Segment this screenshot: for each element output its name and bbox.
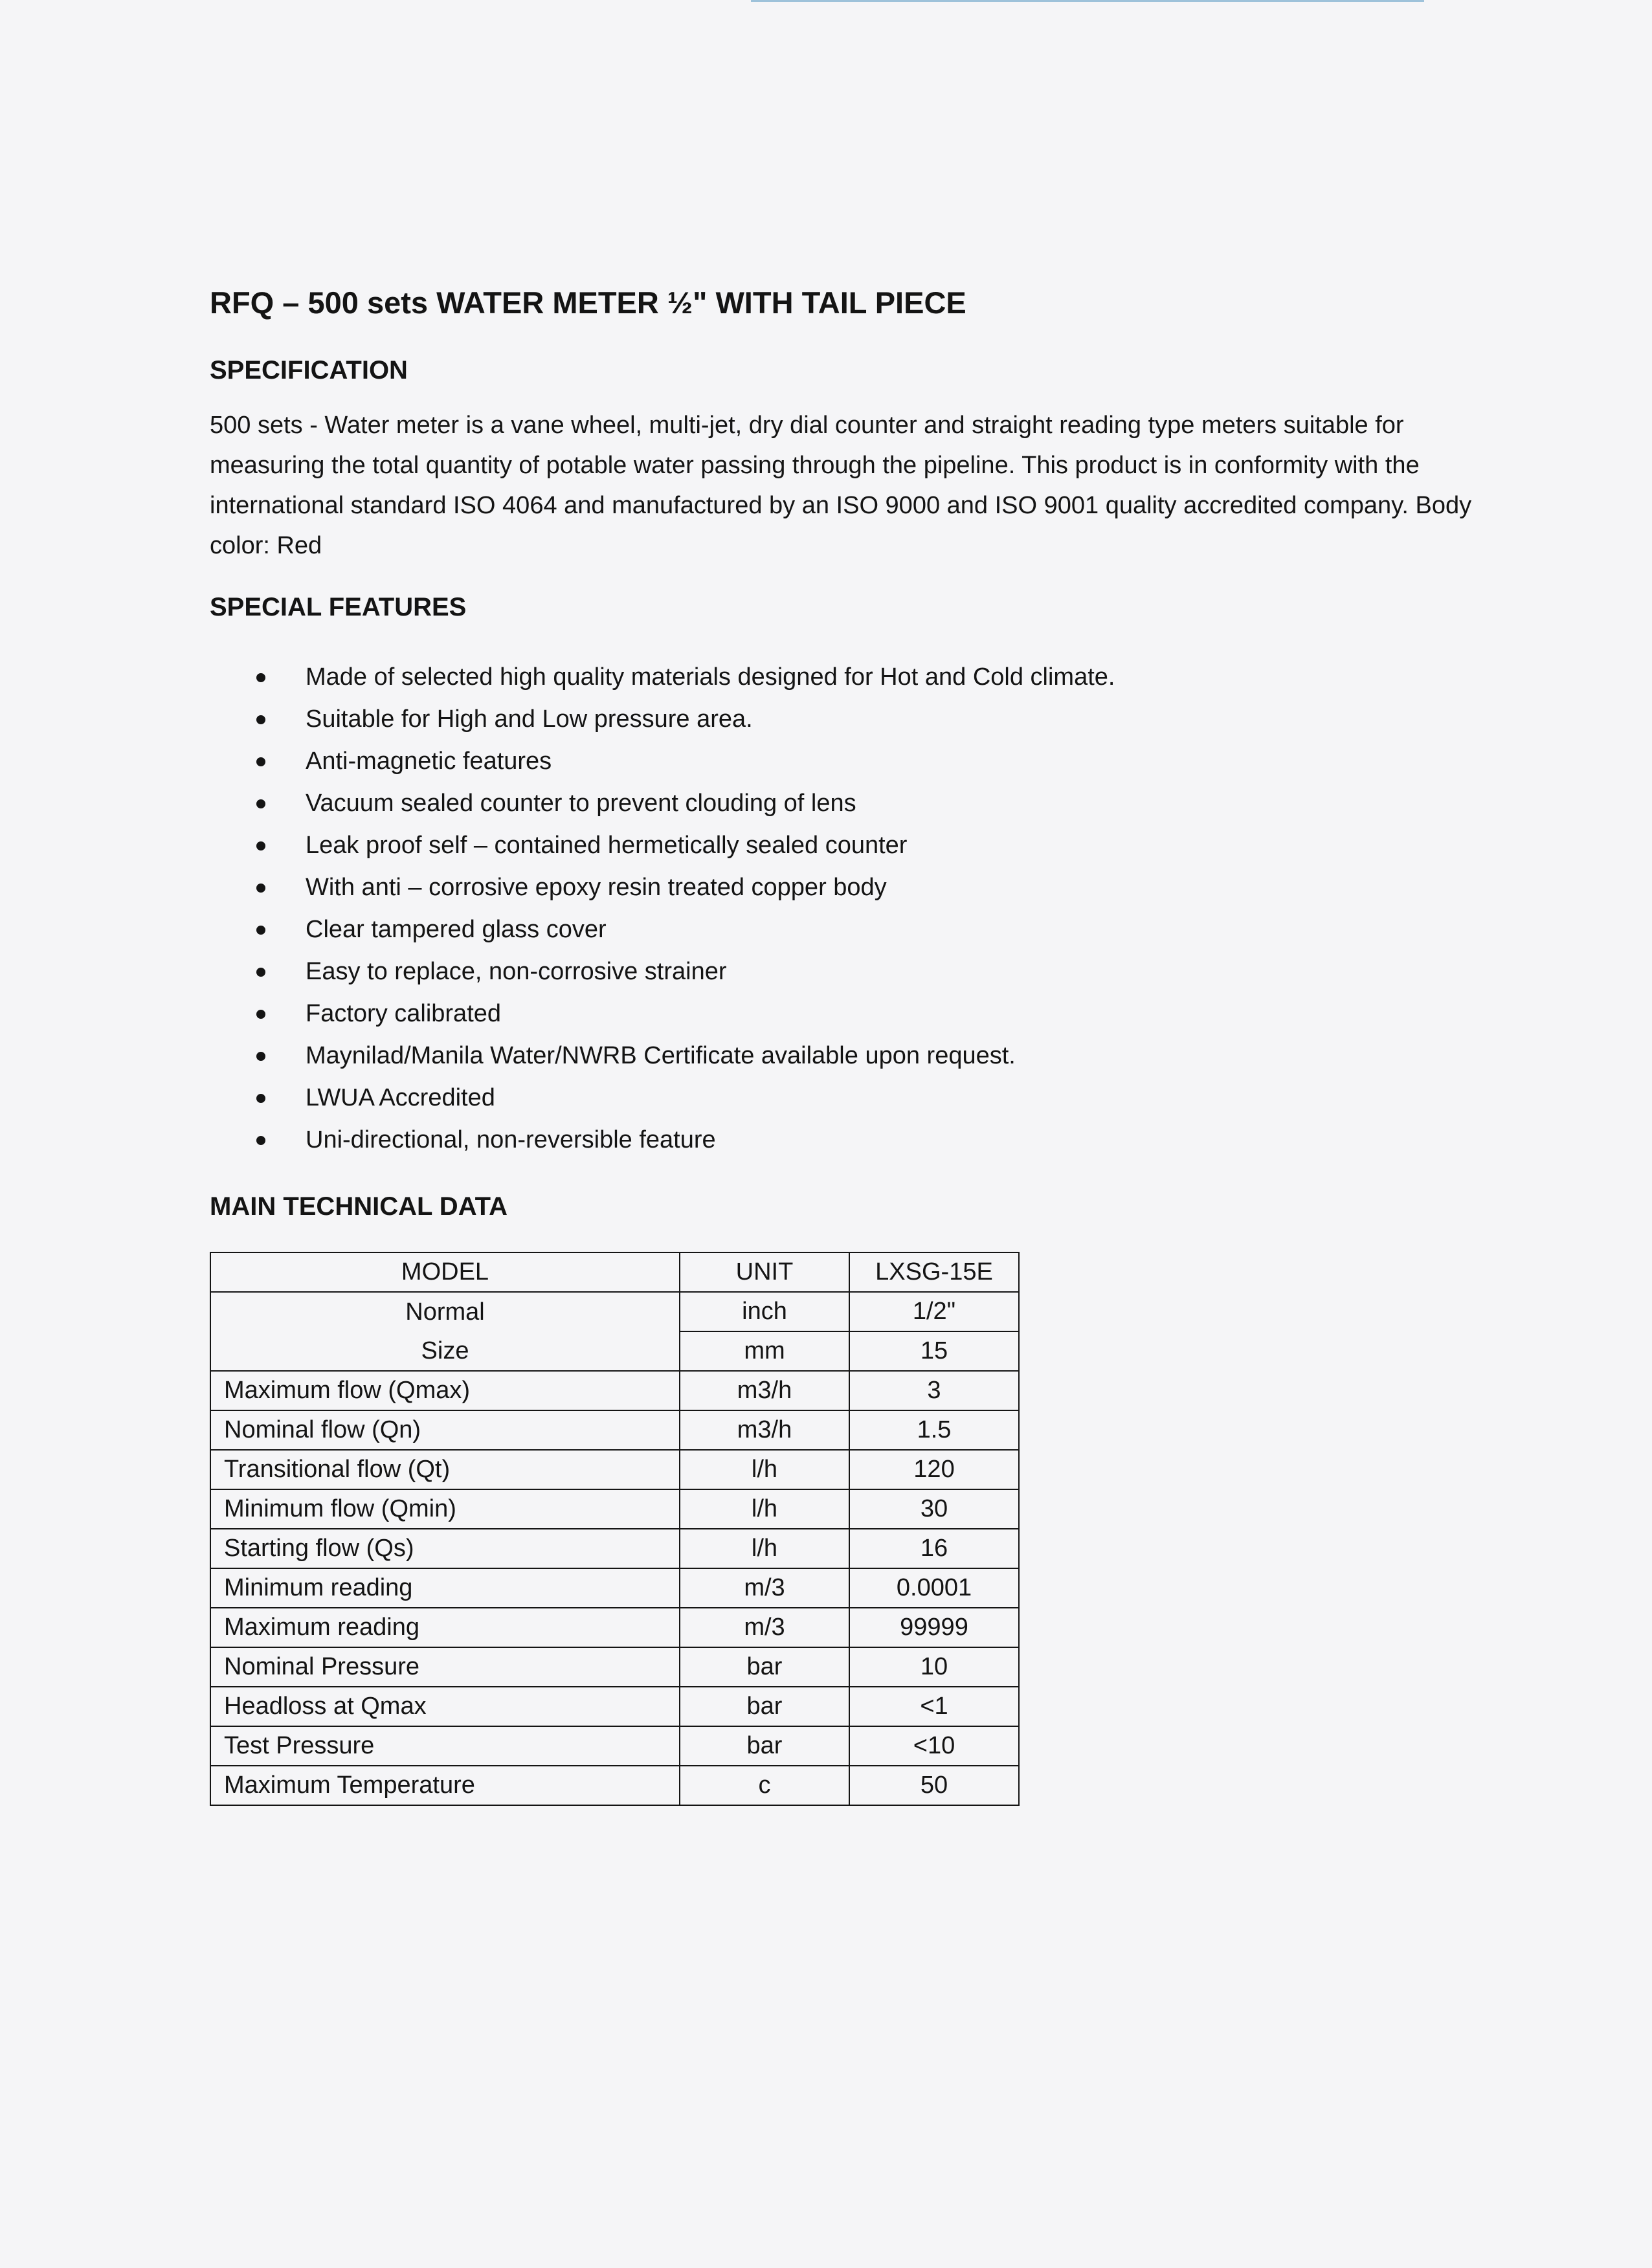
table-cell-unit: m3/h xyxy=(680,1371,849,1410)
table-cell-unit: bar xyxy=(680,1647,849,1687)
document-title: RFQ – 500 sets WATER METER ½" WITH TAIL PIECE xyxy=(210,285,966,320)
feature-text: Vacuum sealed counter to prevent clouding of lens xyxy=(306,790,856,817)
table-cell-unit: bar xyxy=(680,1687,849,1726)
header-model: MODEL xyxy=(210,1252,680,1292)
bullet-icon xyxy=(256,1136,265,1145)
bullet-icon xyxy=(256,715,265,724)
table-cell-parameter: Transitional flow (Qt) xyxy=(210,1450,680,1489)
table-row xyxy=(210,1371,1019,1410)
feature-text: Uni-directional, non-reversible feature xyxy=(306,1126,716,1154)
table-cell-parameter: Headloss at Qmax xyxy=(210,1687,680,1726)
table-row xyxy=(210,1489,1019,1529)
table-cell-value: 1/2" xyxy=(849,1292,1019,1331)
table-cell-value: 30 xyxy=(849,1489,1019,1529)
feature-list xyxy=(210,656,1479,1161)
bullet-icon xyxy=(256,884,265,893)
bullet-icon xyxy=(256,673,265,682)
table-row xyxy=(210,1766,1019,1805)
feature-text: Suitable for High and Low pressure area. xyxy=(306,706,753,733)
table-cell-value: 120 xyxy=(849,1450,1019,1489)
table-cell-unit: l/h xyxy=(680,1489,849,1529)
list-item xyxy=(210,1035,1479,1077)
table-row xyxy=(210,1529,1019,1568)
table-cell-value: <10 xyxy=(849,1726,1019,1766)
list-item xyxy=(210,1077,1479,1119)
table-cell-parameter: Normal xyxy=(210,1292,680,1331)
feature-text: Leak proof self – contained hermetically sealed counter xyxy=(306,832,908,860)
table-cell-parameter: Maximum flow (Qmax) xyxy=(210,1371,680,1410)
technical-data-heading: MAIN TECHNICAL DATA xyxy=(210,1192,508,1221)
bullet-icon xyxy=(256,799,265,808)
table-cell-value: 0.0001 xyxy=(849,1568,1019,1608)
table-row xyxy=(210,1450,1019,1489)
list-item xyxy=(210,825,1479,867)
table-cell-parameter: Minimum reading xyxy=(210,1568,680,1608)
table-row xyxy=(210,1687,1019,1726)
table-cell-unit: m3/h xyxy=(680,1410,849,1450)
feature-text: Factory calibrated xyxy=(306,1000,502,1028)
table-cell-value: 16 xyxy=(849,1529,1019,1568)
table-cell-parameter: Nominal Pressure xyxy=(210,1647,680,1687)
specification-paragraph: 500 sets - Water meter is a vane wheel, multi-jet, dry dial counter and straight reading type meters suitable for measuring the total quantity of potable water passing through the pipeline. This product is in conformity with the international standard ISO 4064 and manufactured by an ISO 9000 and ISO 9001 quality accredited company. Body color: Red xyxy=(210,412,1472,560)
list-item xyxy=(210,740,1479,783)
table-cell-parameter: Minimum flow (Qmin) xyxy=(210,1489,680,1529)
feature-text: Maynilad/Manila Water/NWRB Certificate available upon request. xyxy=(306,1042,1016,1070)
list-item xyxy=(210,951,1479,993)
bullet-icon xyxy=(256,841,265,850)
table-cell-unit: c xyxy=(680,1766,849,1805)
bullet-icon xyxy=(256,1052,265,1061)
table-row xyxy=(210,1647,1019,1687)
bullet-icon xyxy=(256,968,265,977)
bullet-icon xyxy=(256,757,265,766)
table-cell-value: 1.5 xyxy=(849,1410,1019,1450)
feature-text: Anti-magnetic features xyxy=(306,748,552,775)
table-cell-value: <1 xyxy=(849,1687,1019,1726)
header-unit: UNIT xyxy=(680,1252,849,1292)
bullet-icon xyxy=(256,1010,265,1019)
feature-text: Made of selected high quality materials designed for Hot and Cold climate. xyxy=(306,663,1115,691)
header-value: LXSG-15E xyxy=(849,1252,1019,1292)
table-cell-unit: mm xyxy=(680,1331,849,1371)
list-item xyxy=(210,783,1479,825)
table-row xyxy=(210,1410,1019,1450)
feature-text: Easy to replace, non-corrosive strainer xyxy=(306,958,727,986)
table-row xyxy=(210,1608,1019,1647)
table-cell-value: 3 xyxy=(849,1371,1019,1410)
table-cell-unit: l/h xyxy=(680,1450,849,1489)
table-cell-value: 50 xyxy=(849,1766,1019,1805)
table-row xyxy=(210,1726,1019,1766)
feature-text: Clear tampered glass cover xyxy=(306,916,607,944)
technical-data-table xyxy=(210,1252,1020,1806)
specification-heading: SPECIFICATION xyxy=(210,356,408,385)
table-row xyxy=(210,1331,1019,1371)
list-item xyxy=(210,909,1479,951)
table-cell-value: 15 xyxy=(849,1331,1019,1371)
bullet-icon xyxy=(256,1094,265,1103)
table-cell-parameter: Size xyxy=(210,1331,680,1371)
table-cell-parameter: Starting flow (Qs) xyxy=(210,1529,680,1568)
table-cell-value: 10 xyxy=(849,1647,1019,1687)
bullet-icon xyxy=(256,926,265,935)
table-cell-parameter: Test Pressure xyxy=(210,1726,680,1766)
page-edge xyxy=(751,0,1424,2)
feature-text: With anti – corrosive epoxy resin treated copper body xyxy=(306,874,887,902)
table-cell-unit: bar xyxy=(680,1726,849,1766)
table-row xyxy=(210,1568,1019,1608)
list-item xyxy=(210,698,1479,740)
table-cell-unit: inch xyxy=(680,1292,849,1331)
table-cell-unit: m/3 xyxy=(680,1568,849,1608)
list-item xyxy=(210,993,1479,1035)
table-cell-unit: m/3 xyxy=(680,1608,849,1647)
table-cell-unit: l/h xyxy=(680,1529,849,1568)
table-cell-parameter: Maximum reading xyxy=(210,1608,680,1647)
table-cell-value: 99999 xyxy=(849,1608,1019,1647)
table-cell-parameter: Nominal flow (Qn) xyxy=(210,1410,680,1450)
list-item xyxy=(210,1119,1479,1161)
document-content xyxy=(210,285,1479,1806)
table-row xyxy=(210,1292,1019,1331)
list-item xyxy=(210,867,1479,909)
feature-text: LWUA Accredited xyxy=(306,1084,495,1112)
list-item xyxy=(210,656,1479,698)
table-cell-parameter: Maximum Temperature xyxy=(210,1766,680,1805)
table-header-row xyxy=(210,1252,1019,1292)
special-features-heading: SPECIAL FEATURES xyxy=(210,593,467,622)
